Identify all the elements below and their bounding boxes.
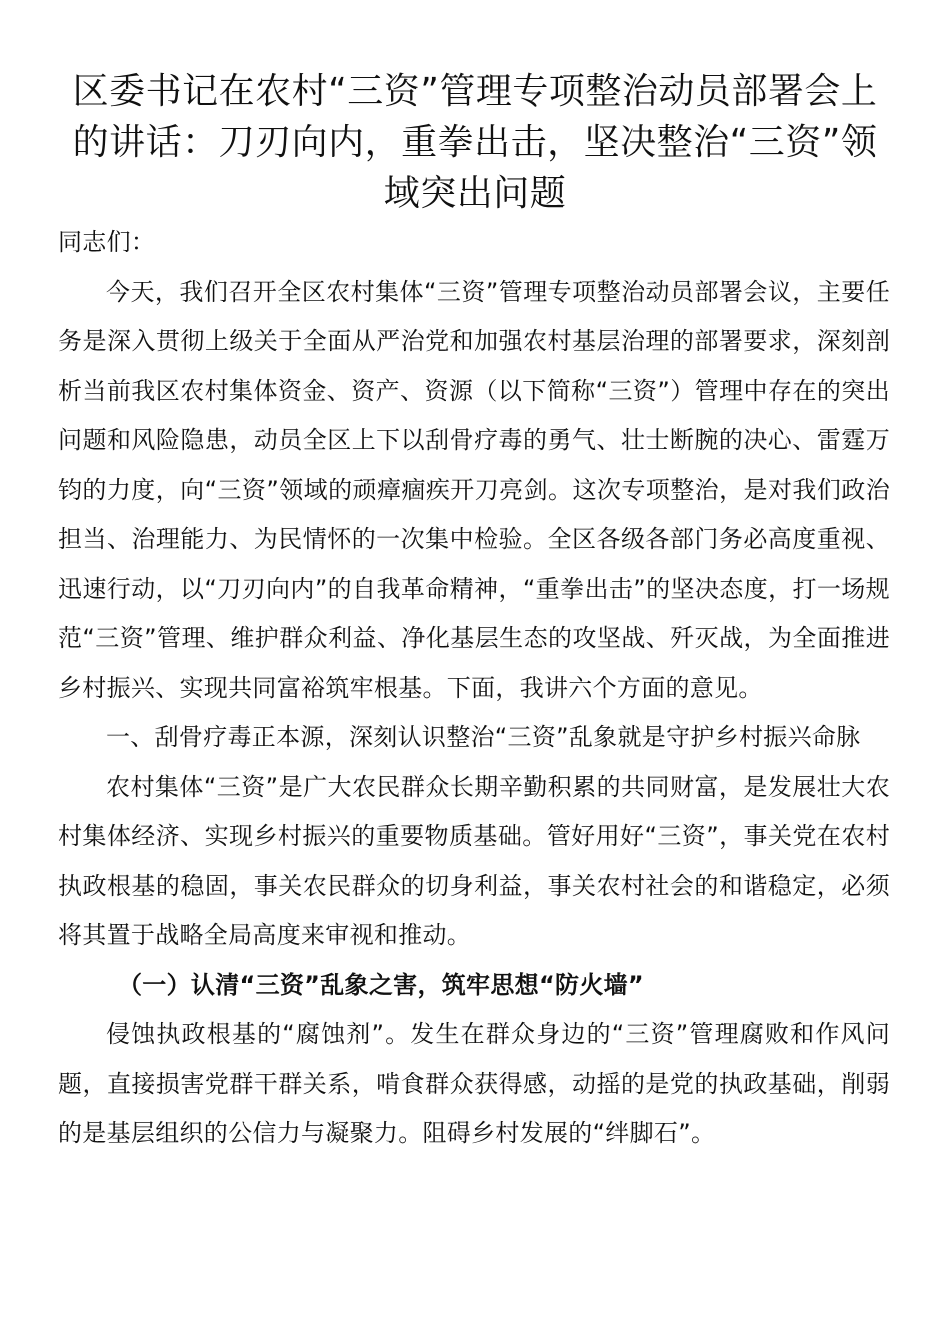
document-body (58, 218, 890, 1159)
opening-paragraph: 今天，我们召开全区农村集体“三资”管理专项整治动员部署会议，主要任务是深入贯彻上级关于全面从严治党和加强农村基层治理的部署要求，深刻剖析当前我区农村集体资金、资产、资源（以下简称“三资”）管理中存在的突出问题和风险隐患，动员全区上下以刮骨疗毒的勇气、壮士断腕的决心、雷霆万钧的力度，向“三资”领域的顽瘴痼疾开刀亮剑。这次专项整治，是对我们政治担当、治理能力、为民情怀的一次集中检验。全区各级各部门务必高度重视、迅速行动，以“刀刃向内”的自我革命精神，“重拳出击”的坚决态度，打一场规范“三资”管理、维护群众利益、净化基层生态的攻坚战、歼灭战，为全面推进乡村振兴、实现共同富裕筑牢根基。下面，我讲六个方面的意见。 (58, 277, 890, 702)
salutation: 同志们： (58, 228, 156, 256)
document-title: 区委书记在农村“三资”管理专项整治动员部署会上的讲话：刀刃向内，重拳出击，坚决整治“三资”领域突出问题 (72, 71, 878, 214)
subsection-1-heading: （一）认清“三资”乱象之害，筑牢思想“防火墙” (118, 970, 644, 999)
section-1-paragraph: 农村集体“三资”是广大农民群众长期辛勤积累的共同财富，是发展壮大农村集体经济、实现乡村振兴的重要物质基础。管好用好“三资”，事关党在农村执政根基的稳固，事关农民群众的切身利益，事关农村社会的和谐稳定，必须将其置于战略全局高度来审视和推动。 (58, 772, 890, 949)
subsection-1-paragraph: 侵蚀执政根基的“腐蚀剂”。发生在群众身边的“三资”管理腐败和作风问题，直接损害党群干群关系，啃食群众获得感，动摇的是党的执政基础，削弱的是基层组织的公信力与凝聚力。阻碍乡村发展的“绊脚石”。 (58, 1020, 890, 1147)
section-1-heading: 一、刮骨疗毒正本源，深刻认识整治“三资”乱象就是守护乡村振兴命脉 (106, 723, 861, 751)
